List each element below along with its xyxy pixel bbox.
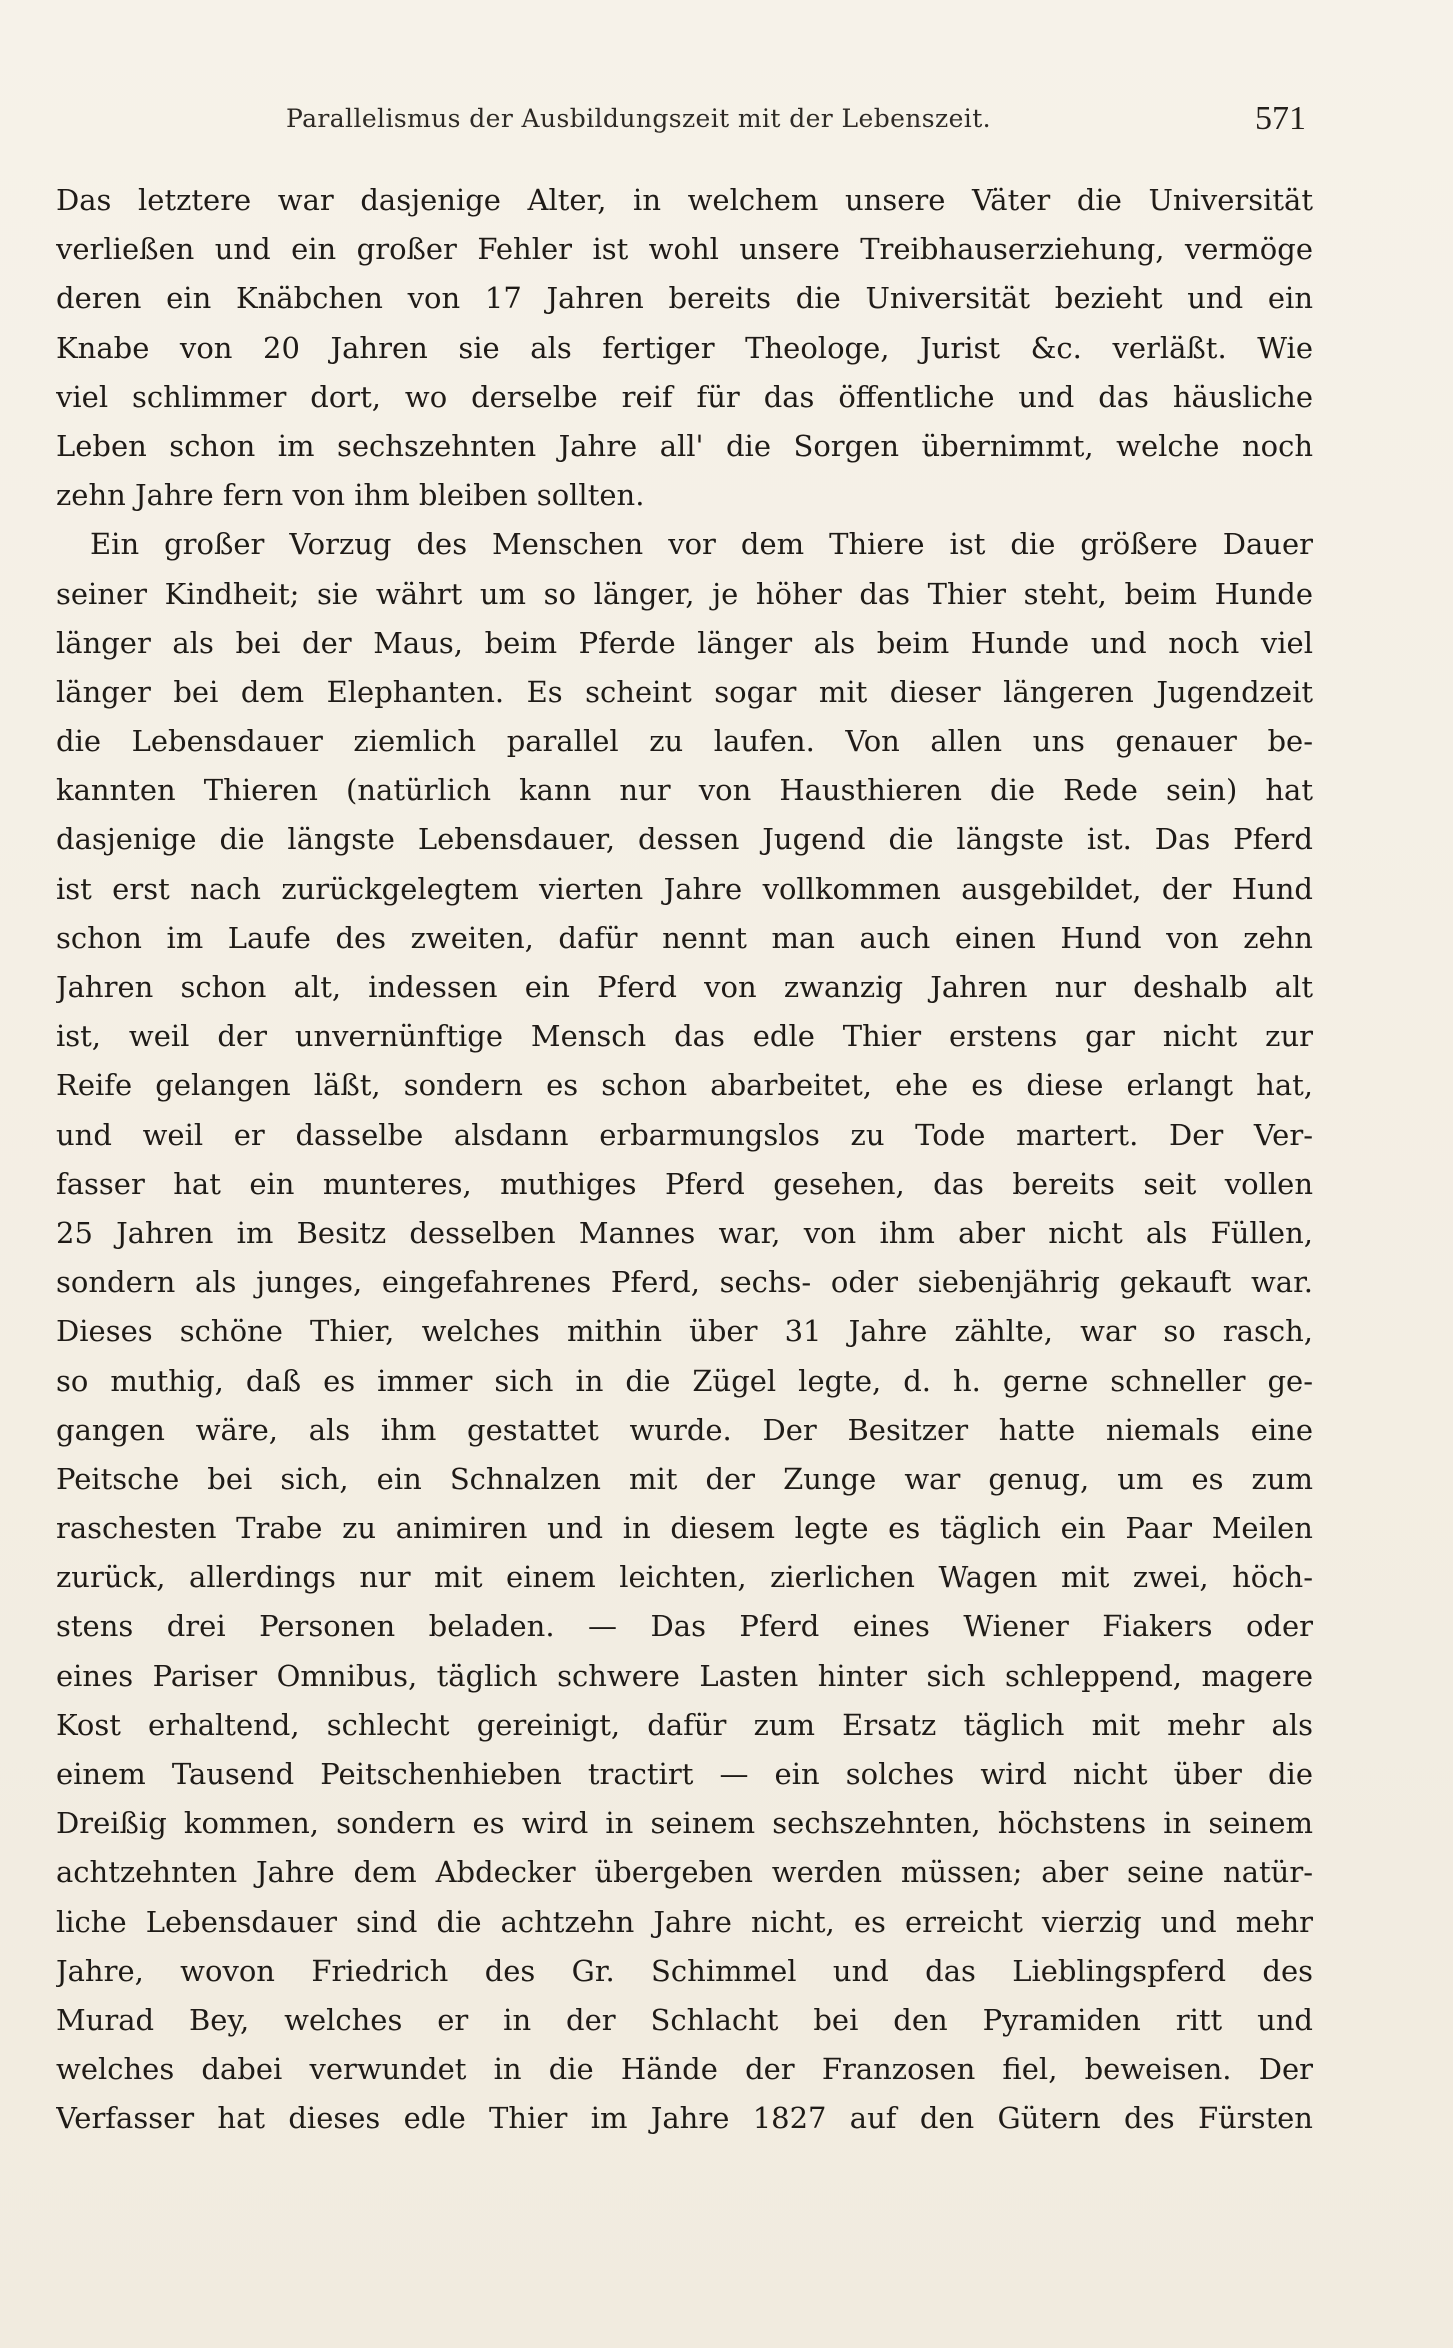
text-line: Leben schon im sechszehnten Jahre all' die Sorgen übernimmt, welche noch <box>56 428 1313 463</box>
text-line: zehn Jahre fern von ihm bleiben sollten. <box>56 478 645 513</box>
text-line: Dieses schöne Thier, welches mithin über 31 Jahre zählte, war so rasch, <box>56 1314 1313 1349</box>
text-line: Verfasser hat dieses edle Thier im Jahre 1827 auf den Gütern des Fürsten <box>56 2101 1313 2136</box>
text-line: ist, weil der unvernünftige Mensch das edle Thier erstens gar nicht zur <box>56 1019 1313 1054</box>
text-line: Murad Bey, welches er in der Schlacht bei den Pyramiden ritt und <box>56 2002 1313 2037</box>
text-line: zurück, allerdings nur mit einem leichten, zierlichen Wagen mit zwei, höch- <box>56 1560 1313 1595</box>
text-line: Jahre, wovon Friedrich des Gr. Schimmel und das Lieblingspferd des <box>56 1953 1313 1988</box>
text-line: länger als bei der Maus, beim Pferde länger als beim Hunde und noch viel <box>56 625 1313 660</box>
text-line: Reife gelangen läßt, sondern es schon abarbeitet, ehe es diese erlangt hat, <box>56 1068 1313 1103</box>
text-line: fasser hat ein munteres, muthiges Pferd gesehen, das bereits seit vollen <box>56 1166 1313 1201</box>
text-line: Jahren schon alt, indessen ein Pferd von zwanzig Jahren nur deshalb alt <box>56 970 1313 1004</box>
text-line: dasjenige die längste Lebensdauer, dessen Jugend die längste ist. Das Pferd <box>56 822 1313 857</box>
text-line: gangen wäre, als ihm gestattet wurde. Der Besitzer hatte niemals eine <box>56 1412 1313 1447</box>
page-number: 571 <box>1255 100 1306 137</box>
page-header <box>56 100 1306 152</box>
text-line: schon im Laufe des zweiten, dafür nennt man auch einen Hund von zehn <box>56 920 1313 955</box>
paragraph-start-line: Ein großer Vorzug des Menschen vor dem Thiere ist die größere Dauer <box>90 527 1313 562</box>
running-head: Parallelismus der Ausbildungszeit mit der Lebenszeit. <box>286 104 991 133</box>
text-line: 25 Jahren im Besitz desselben Mannes war, von ihm aber nicht als Füllen, <box>56 1215 1313 1250</box>
text-line: und weil er dasselbe alsdann erbarmungslos zu Tode martert. Der Ver- <box>56 1117 1313 1152</box>
text-line: kannten Thieren (natürlich kann nur von Hausthieren die Rede sein) hat <box>56 773 1313 808</box>
text-line: einem Tausend Peitschenhieben tractirt — ein solches wird nicht über die <box>56 1757 1313 1791</box>
text-line: ist erst nach zurückgelegtem vierten Jahre vollkommen ausgebildet, der Hund <box>56 871 1313 906</box>
text-line: liche Lebensdauer sind die achtzehn Jahre nicht, es erreicht vierzig und mehr <box>56 1904 1313 1939</box>
text-line: verließen und ein großer Fehler ist wohl unsere Treibhauserziehung, vermöge <box>56 232 1313 267</box>
text-line: stens drei Personen beladen. — Das Pferd eines Wiener Fiakers oder <box>56 1609 1313 1644</box>
text-line: sondern als junges, eingefahrenes Pferd, sechs- oder siebenjährig gekauft war. <box>56 1265 1313 1300</box>
text-line: seiner Kindheit; sie währt um so länger, je höher das Thier steht, beim Hunde <box>56 576 1313 611</box>
body-text <box>56 176 1313 2144</box>
text-line: so muthig, daß es immer sich in die Zügel legte, d. h. gerne schneller ge- <box>56 1363 1313 1398</box>
text-line: eines Pariser Omnibus, täglich schwere Lasten hinter sich schleppend, magere <box>56 1658 1313 1693</box>
text-line: achtzehnten Jahre dem Abdecker übergeben werden müssen; aber seine natür- <box>56 1855 1313 1890</box>
text-line: viel schlimmer dort, wo derselbe reif für das öffentliche und das häusliche <box>56 379 1313 414</box>
text-line: die Lebensdauer ziemlich parallel zu laufen. Von allen uns genauer be- <box>56 724 1313 759</box>
text-line: Knabe von 20 Jahren sie als fertiger Theologe, Jurist &c. verläßt. Wie <box>56 330 1313 365</box>
text-line: welches dabei verwundet in die Hände der Franzosen fiel, beweisen. Der <box>56 2052 1313 2087</box>
text-line: Das letztere war dasjenige Alter, in welchem unsere Väter die Universität <box>56 183 1313 217</box>
text-line: Kost erhaltend, schlecht gereinigt, dafür zum Ersatz täglich mit mehr als <box>56 1707 1313 1742</box>
text-line: Peitsche bei sich, ein Schnalzen mit der Zunge war genug, um es zum <box>56 1461 1313 1496</box>
text-line: länger bei dem Elephanten. Es scheint sogar mit dieser längeren Jugendzeit <box>56 674 1313 709</box>
text-line: raschesten Trabe zu animiren und in diesem legte es täglich ein Paar Meilen <box>56 1511 1313 1546</box>
text-line: deren ein Knäbchen von 17 Jahren bereits die Universität bezieht und ein <box>56 281 1313 316</box>
text-line: Dreißig kommen, sondern es wird in seinem sechszehnten, höchstens in seinem <box>56 1806 1313 1841</box>
